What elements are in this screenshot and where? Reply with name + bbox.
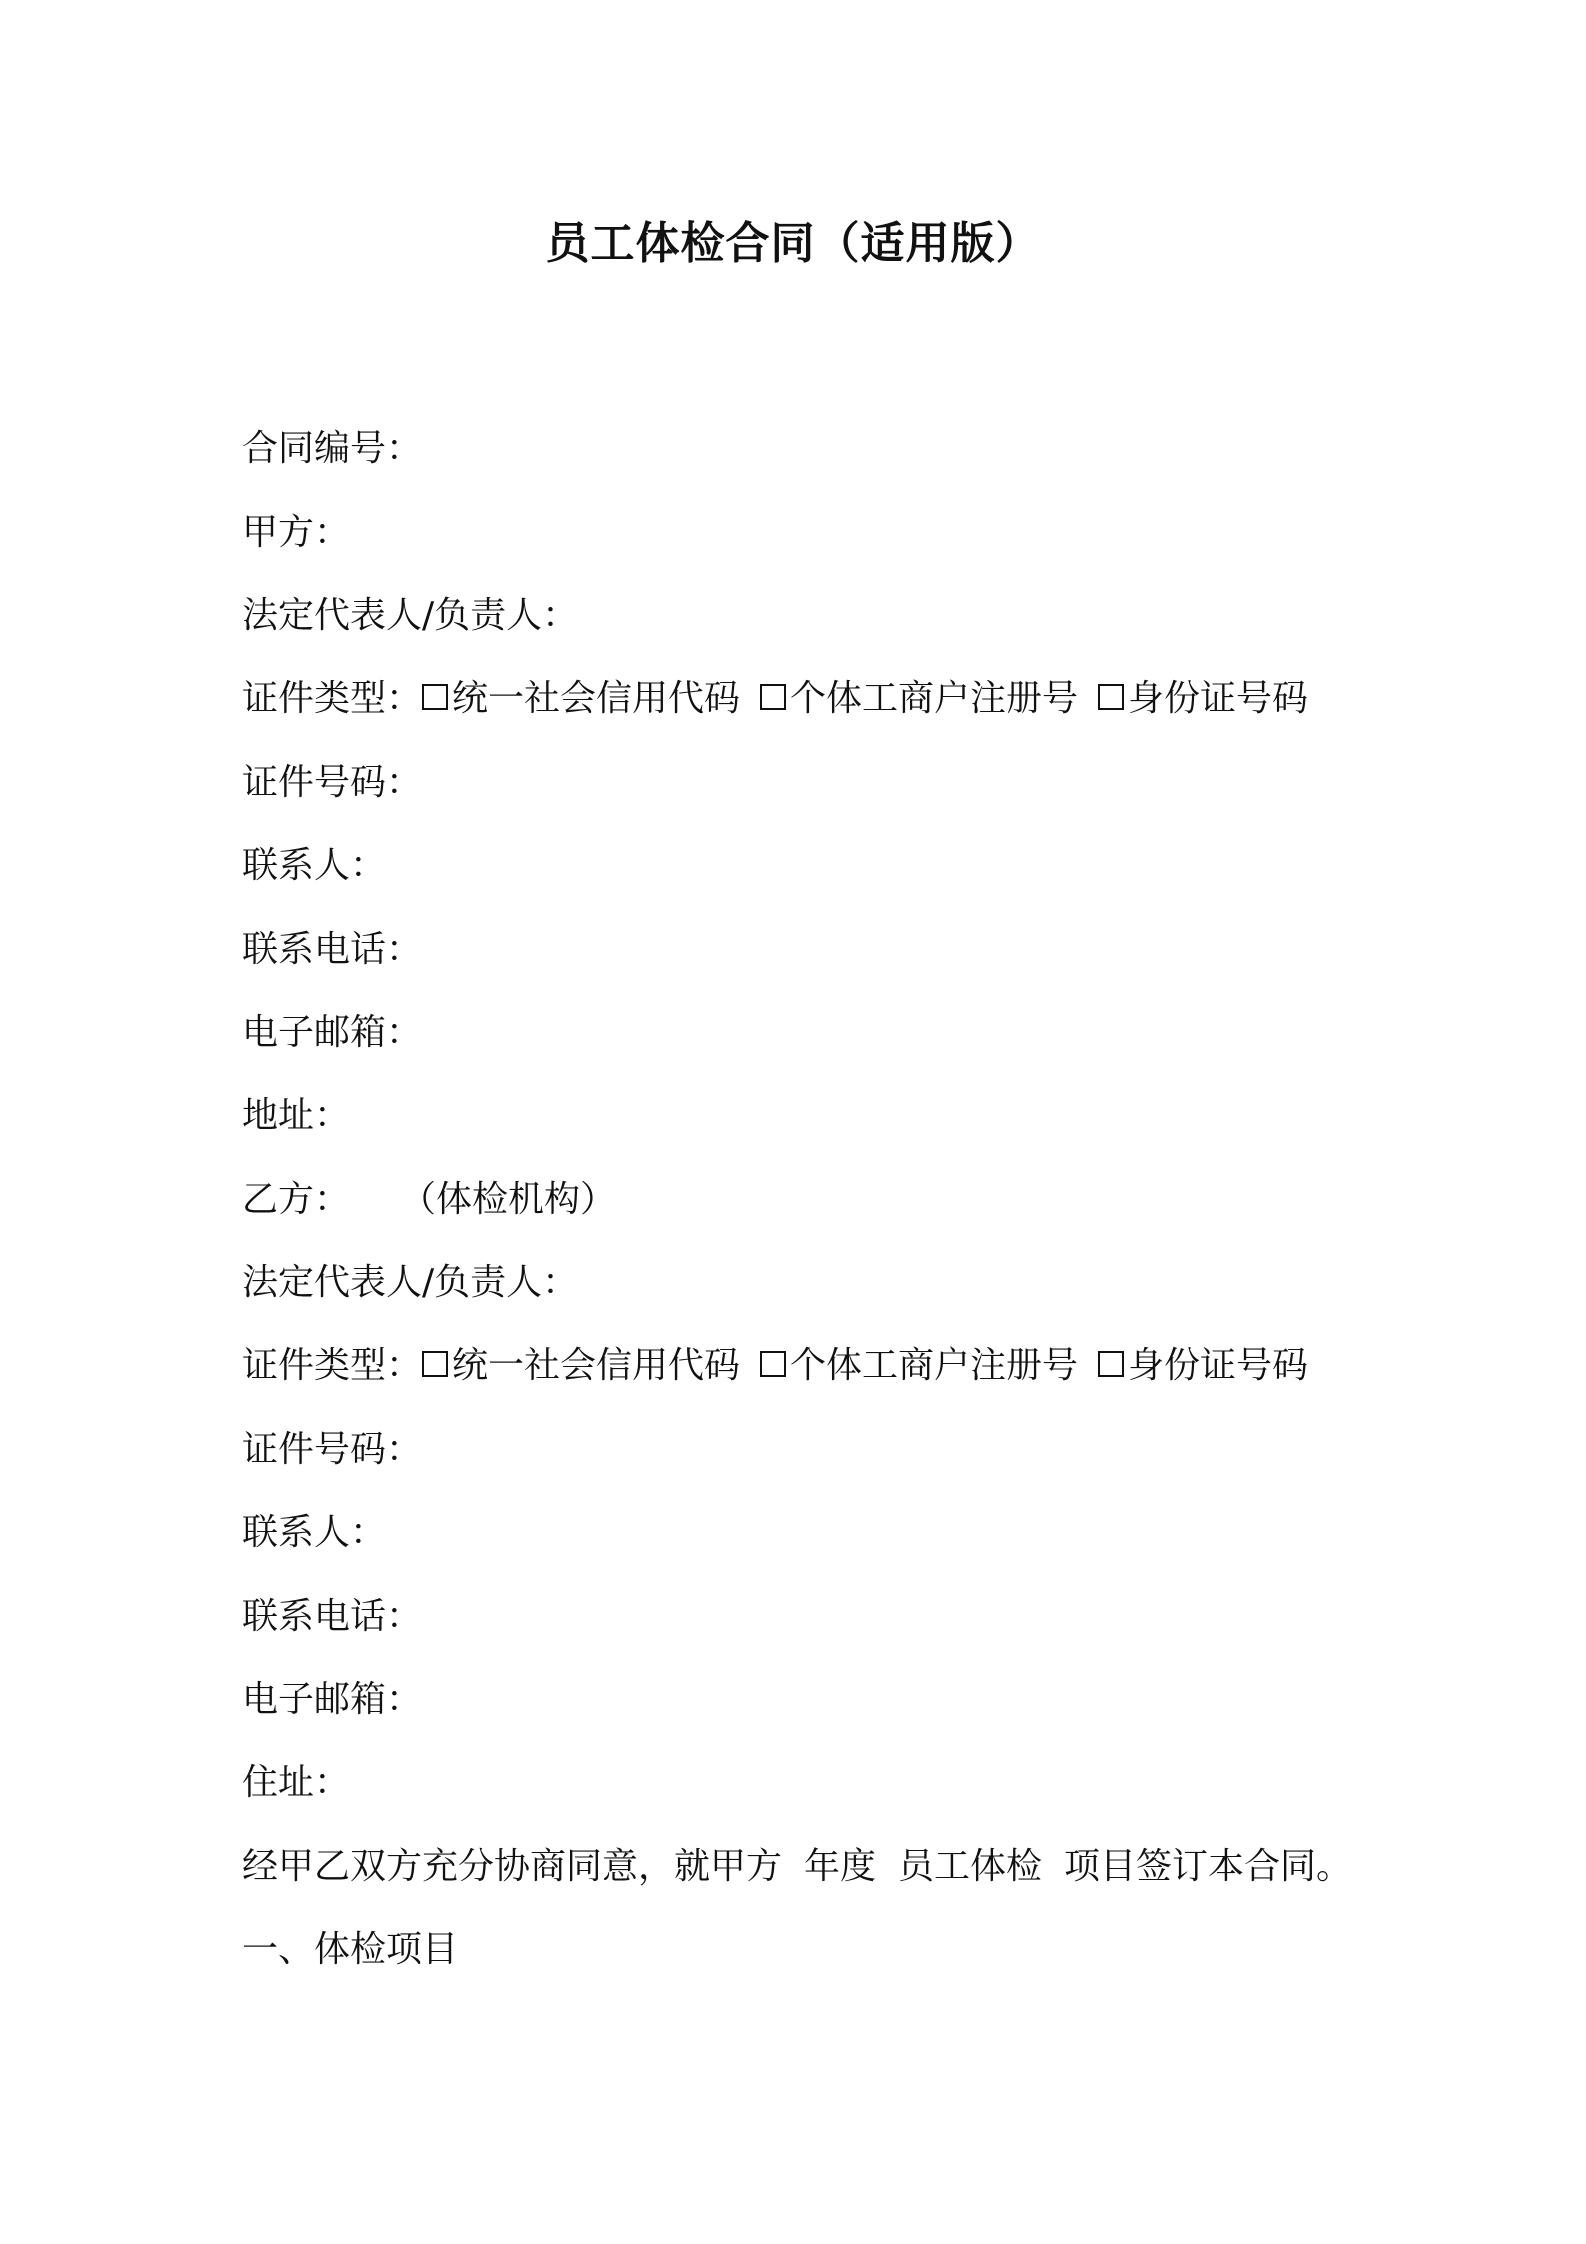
party-a-phone-label: 联系电话：	[242, 928, 423, 970]
party-a-option-business-reg[interactable]	[760, 670, 1078, 721]
option-label: 统一社会信用代码	[452, 678, 741, 720]
party-a-phone-line	[242, 904, 1442, 987]
party-b-id-type-line	[242, 1321, 1442, 1404]
party-b-contact-line	[242, 1488, 1442, 1571]
option-label: 身份证号码	[1128, 678, 1309, 720]
option-label: 个体工商户注册号	[790, 678, 1079, 720]
party-b-note: （体检机构）	[400, 1178, 617, 1220]
option-label: 身份证号码	[1128, 1345, 1309, 1387]
party-b-contact-label: 联系人：	[242, 1512, 387, 1554]
party-a-legal-rep-line	[242, 571, 1442, 654]
party-b-phone-line	[242, 1571, 1442, 1654]
party-a-contact-label: 联系人：	[242, 845, 387, 887]
party-b-id-number-line	[242, 1405, 1442, 1488]
party-a-legal-rep-label: 法定代表人/负责人：	[242, 594, 579, 636]
contract-number-line	[242, 404, 1442, 487]
party-a-email-label: 电子邮箱：	[242, 1011, 423, 1053]
party-b-address-line	[242, 1738, 1442, 1821]
party-b-id-type-label: 证件类型：	[242, 1345, 423, 1387]
checkbox-icon[interactable]	[1098, 684, 1124, 710]
option-label: 统一社会信用代码	[452, 1345, 741, 1387]
checkbox-icon[interactable]	[422, 1351, 448, 1377]
party-b-option-id-card[interactable]	[1098, 1337, 1308, 1388]
party-a-id-type-line	[242, 654, 1442, 737]
checkbox-icon[interactable]	[760, 1351, 786, 1377]
checkbox-icon[interactable]	[422, 684, 448, 710]
party-b-address-label: 住址：	[242, 1762, 351, 1804]
party-a-id-number-line	[242, 738, 1442, 821]
party-b-email-label: 电子邮箱：	[242, 1679, 423, 1721]
party-a-line	[242, 487, 1442, 570]
agreement-part-2: 年度	[804, 1845, 877, 1887]
party-b-phone-label: 联系电话：	[242, 1595, 423, 1637]
contract-number-label: 合同编号：	[242, 428, 423, 470]
party-b-label: 乙方：	[242, 1178, 351, 1220]
party-b-option-business-reg[interactable]	[760, 1337, 1078, 1388]
party-a-option-id-card[interactable]	[1098, 670, 1308, 721]
agreement-statement	[242, 1822, 1442, 1905]
checkbox-icon[interactable]	[1098, 1351, 1124, 1377]
party-b-line	[242, 1155, 1442, 1238]
party-a-address-label: 地址：	[242, 1095, 351, 1137]
option-label: 个体工商户注册号	[790, 1345, 1079, 1387]
document-title: 员工体检合同（适用版）	[545, 218, 1041, 269]
party-a-contact-line	[242, 821, 1442, 904]
party-a-option-credit-code[interactable]	[422, 670, 740, 721]
party-a-email-line	[242, 988, 1442, 1071]
party-a-id-number-label: 证件号码：	[242, 761, 423, 803]
party-b-legal-rep-label: 法定代表人/负责人：	[242, 1262, 579, 1304]
agreement-part-4: 项目签订本合同。	[1064, 1845, 1353, 1887]
section-1-title: 一、体检项目	[242, 1929, 459, 1971]
party-a-id-type-label: 证件类型：	[242, 678, 423, 720]
checkbox-icon[interactable]	[760, 684, 786, 710]
contract-body	[242, 404, 1442, 1988]
party-a-address-line	[242, 1071, 1442, 1154]
party-a-label: 甲方：	[242, 511, 351, 553]
agreement-part-3: 员工体检	[898, 1845, 1043, 1887]
section-heading-exam-items	[242, 1905, 1442, 1988]
party-b-id-number-label: 证件号码：	[242, 1428, 423, 1470]
party-b-email-line	[242, 1655, 1442, 1738]
party-b-option-credit-code[interactable]	[422, 1337, 740, 1388]
party-b-legal-rep-line	[242, 1238, 1442, 1321]
agreement-part-1: 经甲乙双方充分协商同意，就甲方	[242, 1845, 783, 1887]
